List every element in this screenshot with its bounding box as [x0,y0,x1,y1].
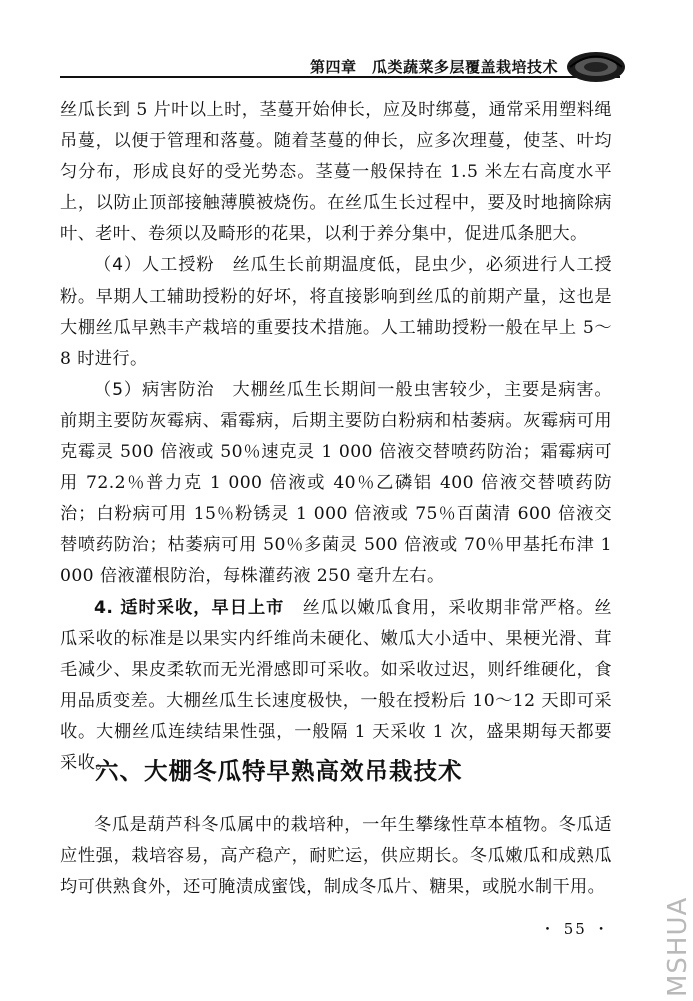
chapter-title: 第四章 瓜类蔬菜多层覆盖栽培技术 [309,58,558,76]
running-header [60,52,620,80]
watermark [633,885,693,997]
page-number: ・ 55 ・ [540,920,611,938]
header-ornament-icon [564,48,628,86]
disease-control-lead: （5）病害防治 [94,379,233,400]
paragraph-pollination [60,250,612,374]
pollination-lead: （4）人工授粉 [94,255,233,276]
section-body [60,810,612,903]
harvest-text: 丝瓜以嫩瓜食用，采收期非常严格。丝瓜采收的标准是以果实内纤维尚未硬化、嫩瓜大小适中、果梗光滑、茸毛减少、果皮柔软而无光滑感即可采收。如采收过迟，则纤维硬化，食用品质变差。大棚丝瓜生长速度极快，一般在授粉后 10～12 天即可采收。大棚丝瓜连续结果性强，一般隔 1 天采收 1 次，盛果期每天都要采收。 [60,597,612,773]
section-heading: 六、大棚冬瓜特早熟高效吊栽技术 [95,757,463,785]
disease-control-text: 大棚丝瓜生长期间一般虫害较少，主要是病害。前期主要防灰霉病、霜霉病，后期主要防白粉病和枯萎病。灰霉病可用克霉灵 500 倍液或 50％速克灵 1 000 倍液交替喷药防治；霜霉病可用 72.2％普力克 1 000 倍液或 40％乙磷铝 400 倍液交替喷药防治；白粉病可用 15％粉锈灵 1 000 倍液或 75％百菌清 600 倍液交替喷药防治；枯萎病可用 50％多菌灵 500 倍液或 70％甲基托布津 1 000 倍液灌根防治，每株灌药液 250 毫升左右。 [60,379,613,587]
paragraph-disease-control [60,375,612,593]
paragraph-wax-gourd: 冬瓜是葫芦科冬瓜属中的栽培种，一年生攀缘性草本植物。冬瓜适应性强，栽培容易，高产稳产，耐贮运，供应期长。冬瓜嫩瓜和成熟瓜均可供熟食外，还可腌渍成蜜饯，制成冬瓜片、糖果，或脱水制干用。 [60,815,612,898]
header-rule [60,76,620,78]
harvest-lead: 4. 适时采收，早日上市 [94,597,303,618]
watermark-text: MSHUA [663,896,693,997]
body-text [60,95,612,779]
paragraph-loofah-vines: 丝瓜长到 5 片叶以上时，茎蔓开始伸长，应及时绑蔓，通常采用塑料绳吊蔓，以便于管理和落蔓。随着茎蔓的伸长，应多次理蔓，使茎、叶均匀分布，形成良好的受光势态。茎蔓一般保持在 1.5 米左右高度水平上，以防止顶部接触薄膜被烧伤。在丝瓜生长过程中，要及时地摘除病叶、老叶、卷须以及畸形的花果，以利于养分集中，促进瓜条肥大。 [60,100,612,245]
pollination-text: 丝瓜生长前期温度低，昆虫少，必须进行人工授粉。早期人工辅助授粉的好坏，将直接影响到丝瓜的前期产量，这也是大棚丝瓜早熟丰产栽培的重要技术措施。人工辅助授粉一般在早上 5～8 时进行。 [60,255,613,369]
